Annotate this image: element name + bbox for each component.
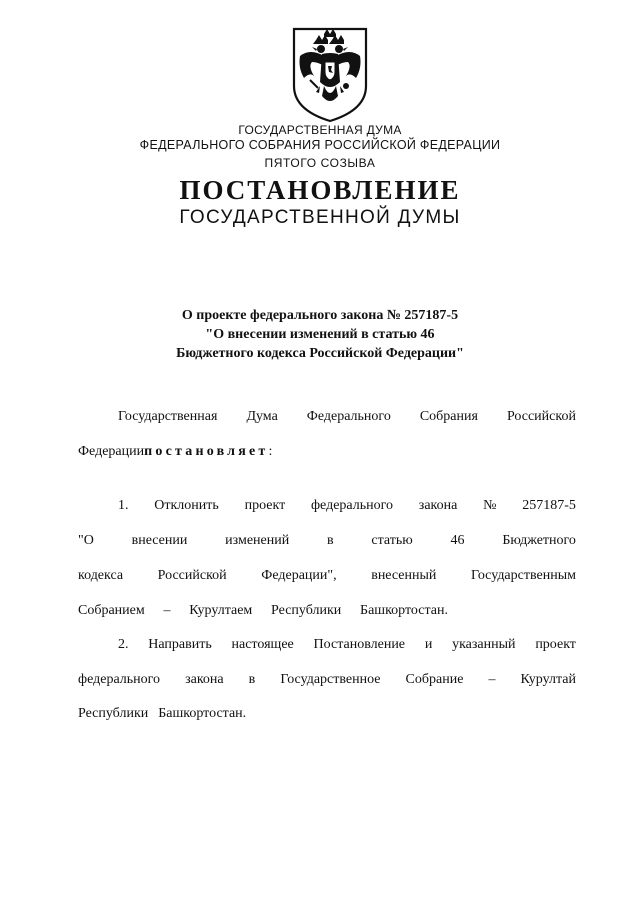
- word: Башкортостан.: [360, 603, 448, 618]
- word: в: [327, 533, 334, 548]
- word: Российской: [506, 409, 576, 424]
- word: –: [488, 672, 496, 687]
- word: "О: [78, 533, 94, 548]
- word: Федерации: [78, 444, 145, 459]
- word: Курултаем: [189, 603, 253, 618]
- subject-line-1: О проекте федерального закона № 257187-5: [181, 308, 459, 323]
- word: в: [248, 672, 256, 687]
- document-subject: [0, 306, 640, 363]
- word: закона: [418, 498, 458, 513]
- word: 257187-5: [522, 498, 576, 513]
- item-2-line-1: [118, 637, 576, 653]
- word: Бюджетного: [502, 533, 576, 548]
- subject-line-2: "О внесении изменений в статью 46: [205, 327, 435, 342]
- document-subtitle: ГОСУДАРСТВЕННОЙ ДУМЫ: [179, 207, 461, 228]
- resolves-word: постановляет: [144, 444, 269, 459]
- item-2-line-3: [78, 706, 576, 722]
- item-1-line-2: [78, 533, 576, 549]
- word: кодекса: [78, 568, 124, 583]
- word: и: [424, 637, 433, 652]
- word: Собрания: [419, 409, 478, 424]
- word: Курултай: [520, 672, 576, 687]
- word: Собрание: [405, 672, 464, 687]
- word: Постановление: [313, 637, 406, 652]
- word: Государственная: [118, 409, 218, 424]
- word: 46: [450, 533, 465, 548]
- item-2-line-2: [78, 672, 576, 688]
- word: №: [483, 498, 497, 513]
- word: федерального: [310, 498, 394, 513]
- item-1-line-4: [78, 603, 448, 619]
- document-title: ПОСТАНОВЛЕНИЕ: [179, 175, 461, 205]
- item-1-line-3: [78, 568, 576, 584]
- word: Федерации",: [261, 568, 337, 583]
- preamble-line-2: [78, 444, 576, 460]
- word: настоящее: [231, 637, 294, 652]
- word: внесенный: [371, 568, 437, 583]
- word: Собранием: [78, 603, 145, 618]
- word: Отклонить: [154, 498, 219, 513]
- header-line-2: ФЕДЕРАЛЬНОГО СОБРАНИЯ РОССИЙСКОЙ ФЕДЕРАЦИИ: [139, 138, 501, 152]
- word: закона: [185, 672, 224, 687]
- word: Направить: [148, 637, 212, 652]
- word: 2.: [118, 637, 129, 652]
- word: Республики: [271, 603, 342, 618]
- word: Федерального: [306, 409, 391, 424]
- word: –: [163, 603, 171, 618]
- word: :: [268, 444, 273, 459]
- word: Башкортостан.: [158, 706, 247, 721]
- word: Дума: [246, 409, 278, 424]
- preamble-line-1: [118, 409, 576, 425]
- word: внесении: [131, 533, 188, 548]
- subject-line-3: Бюджетного кодекса Российской Федерации": [176, 346, 464, 361]
- header-line-3: ПЯТОГО СОЗЫВА: [264, 156, 376, 170]
- word: указанный: [452, 637, 516, 652]
- item-1-line-1: [118, 498, 576, 514]
- word: изменений: [225, 533, 290, 548]
- word: Государственное: [280, 672, 381, 687]
- word: федерального: [78, 672, 161, 687]
- word: проект: [535, 637, 576, 652]
- word: Республики: [78, 706, 149, 721]
- word: Государственным: [470, 568, 576, 583]
- word: статью: [371, 533, 413, 548]
- word: Российской: [157, 568, 227, 583]
- word: проект: [244, 498, 286, 513]
- word: 1.: [118, 498, 129, 513]
- russian-coat-of-arms-icon: [290, 26, 370, 124]
- header-line-1: ГОСУДАРСТВЕННАЯ ДУМА: [238, 123, 402, 137]
